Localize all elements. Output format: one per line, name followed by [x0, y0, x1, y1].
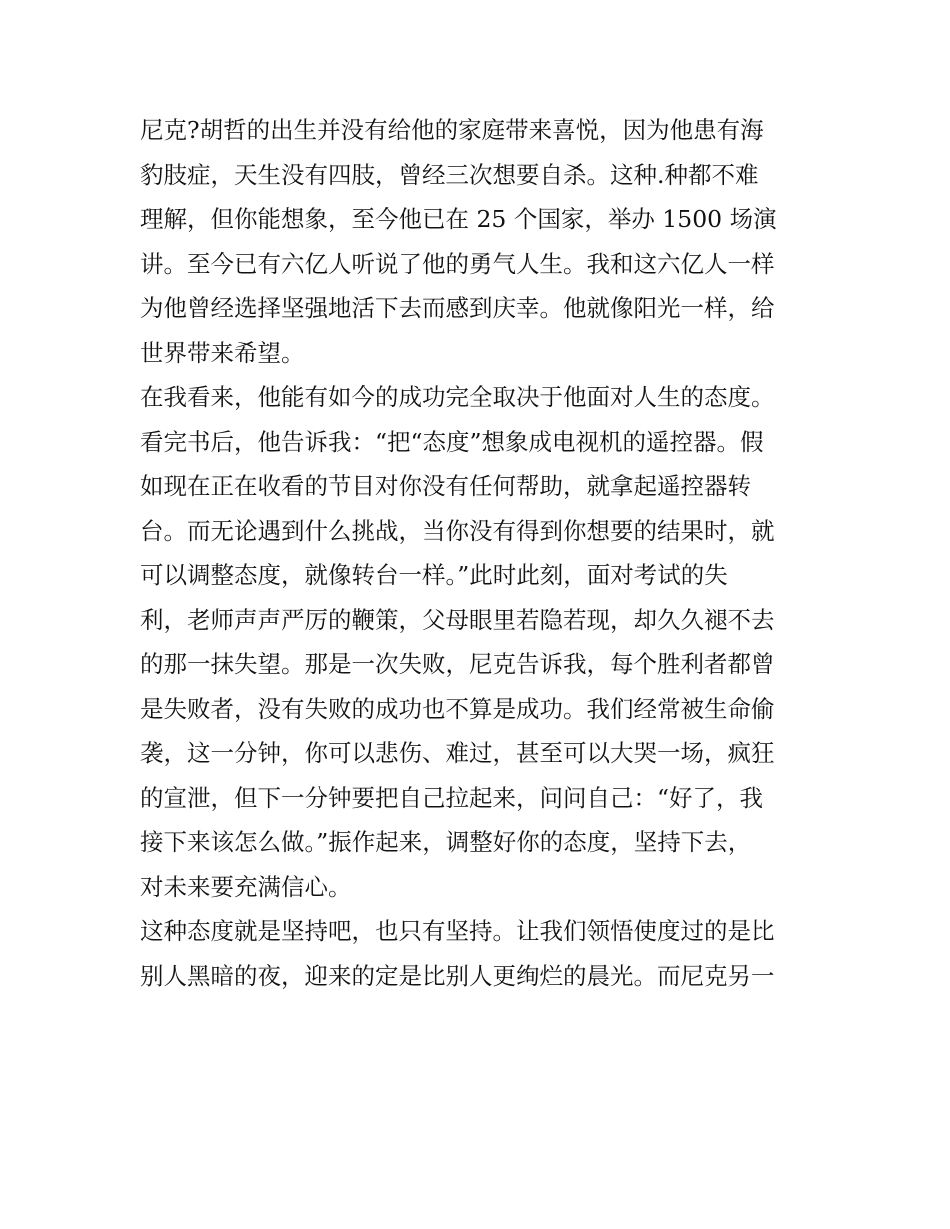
- text-line: 看完书后，他告诉我：“把“态度”想象成电视机的遥控器。假: [140, 427, 764, 456]
- text-line: 台。而无论遇到什么挑战，当你没有得到你想要的结果时，就: [140, 516, 775, 545]
- text-line: 如现在正在收看的节目对你没有任何帮助，就拿起遥控器转: [140, 472, 751, 500]
- text-line: 讲。至今已有六亿人听说了他的勇气人生。我和这六亿人一样: [140, 249, 775, 278]
- text-line: 在我看来，他能有如今的成功完全取决于他面对人生的态度。: [140, 383, 775, 411]
- text-line: 这种态度就是坚持吧，也只有坚持。让我们领悟使度过的是比: [140, 917, 775, 945]
- text-line: 对未来要充满信心。: [140, 872, 352, 901]
- text-line: 别人黑暗的夜，迎来的定是比别人更绚烂的晨光。而尼克另一: [140, 961, 775, 990]
- text-line: 为他曾经选择坚强地活下去而感到庆幸。他就像阳光一样，给: [140, 294, 775, 322]
- text-line: 世界带来希望。: [140, 338, 305, 367]
- text-line: 的宣泄，但下一分钟要把自己拉起来，问问自己：“好了，我: [140, 783, 764, 812]
- text-line: 可以调整态度，就像转台一样。”此时此刻，面对考试的失: [140, 561, 728, 589]
- document-body: [140, 108, 815, 998]
- text-line: 理解，但你能想象，至今他已在 25 个国家，举办 1500 场演: [140, 205, 777, 233]
- text-line: 是失败者，没有失败的成功也不算是成功。我们经常被生命偷: [140, 694, 775, 723]
- text-line: 尼克?胡哲的出生并没有给他的家庭带来喜悦，因为他患有海: [140, 116, 764, 144]
- text-line: 利，老师声声严厉的鞭策，父母眼里若隐若现，却久久褪不去: [140, 605, 775, 634]
- text-line: 接下来该怎么做。”振作起来，调整好你的态度，坚持下去，: [140, 828, 752, 856]
- text-line: 的那一抹失望。那是一次失败，尼克告诉我，每个胜利者都曾: [140, 650, 775, 678]
- text-line: 豹肢症，天生没有四肢，曾经三次想要自杀。这种.种都不难: [140, 160, 759, 189]
- text-line: 袭，这一分钟，你可以悲伤、难过，甚至可以大哭一场，疯狂: [140, 739, 775, 767]
